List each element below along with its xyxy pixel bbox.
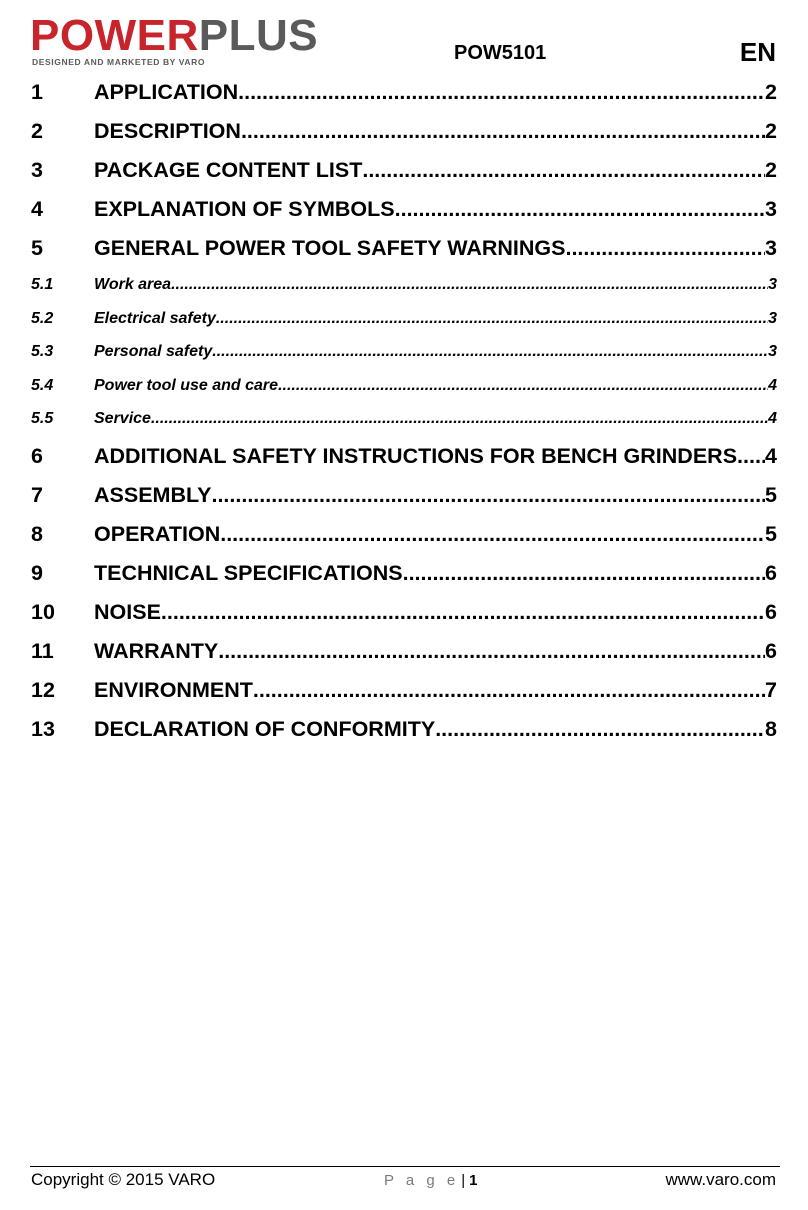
toc-subentry[interactable] xyxy=(31,377,777,395)
toc-entry-number: 5.4 xyxy=(31,377,54,394)
toc-entry-page: 3 xyxy=(765,236,777,260)
toc-dot-leader xyxy=(212,343,768,361)
toc-entry-page: 3 xyxy=(765,197,777,221)
toc-dot-leader xyxy=(241,119,765,144)
toc-entry-page: 5 xyxy=(765,522,777,546)
toc-entry[interactable] xyxy=(31,483,777,508)
toc-entry-page: 2 xyxy=(765,80,777,104)
toc-entry[interactable] xyxy=(31,158,777,183)
logo-power-text: POWER xyxy=(30,11,199,60)
toc-dot-leader xyxy=(216,310,768,328)
toc-entry-title: Service xyxy=(94,410,151,427)
toc-entry-number: 2 xyxy=(31,119,43,143)
toc-entry-number: 5 xyxy=(31,236,43,260)
powerplus-logo xyxy=(30,11,342,67)
toc-dot-leader xyxy=(395,197,765,222)
toc-dot-leader xyxy=(161,600,765,625)
toc-entry-number: 9 xyxy=(31,561,43,585)
model-number: POW5101 xyxy=(454,42,547,64)
toc-entry-title: PACKAGE CONTENT LIST xyxy=(94,158,363,182)
toc-subentry[interactable] xyxy=(31,310,777,328)
toc-entry[interactable] xyxy=(31,717,777,742)
toc-entry-page: 4 xyxy=(768,410,777,427)
toc-entry-page: 3 xyxy=(768,276,777,293)
toc-entry-number: 12 xyxy=(31,678,55,702)
toc-entry-number: 5.1 xyxy=(31,276,54,293)
toc-entry-page: 6 xyxy=(765,600,777,624)
toc-entry-number: 10 xyxy=(31,600,55,624)
toc-entry-number: 8 xyxy=(31,522,43,546)
toc-entry-number: 5.2 xyxy=(31,310,54,327)
page-header xyxy=(0,0,808,80)
toc-entry-number: 6 xyxy=(31,444,43,468)
toc-entry-number: 1 xyxy=(31,80,43,104)
toc-entry-title: DESCRIPTION xyxy=(94,119,241,143)
toc-dot-leader xyxy=(238,80,765,105)
toc-dot-leader xyxy=(220,522,765,547)
toc-entry-page: 8 xyxy=(765,717,777,741)
toc-entry-page: 4 xyxy=(768,377,777,394)
toc-entry-number: 13 xyxy=(31,717,55,741)
toc-dot-leader xyxy=(218,639,765,664)
page-label: P a g e xyxy=(384,1172,460,1189)
toc-entry-page: 2 xyxy=(765,119,777,143)
toc-entry-title: TECHNICAL SPECIFICATIONS xyxy=(94,561,403,585)
toc-entry-page: 2 xyxy=(765,158,777,182)
toc-entry-page: 6 xyxy=(765,639,777,663)
toc-entry-number: 5.3 xyxy=(31,343,54,360)
toc-entry[interactable] xyxy=(31,639,777,664)
toc-entry-title: OPERATION xyxy=(94,522,221,546)
toc-entry-title: Electrical safety xyxy=(94,310,216,327)
toc-dot-leader xyxy=(362,158,765,183)
toc-dot-leader xyxy=(737,444,765,469)
toc-entry-title: Personal safety xyxy=(94,343,213,360)
toc-entry[interactable] xyxy=(31,444,777,469)
toc-entry-page: 3 xyxy=(768,310,777,327)
toc-entry-page: 5 xyxy=(765,483,777,507)
page-number: 1 xyxy=(469,1172,478,1189)
toc-subentry[interactable] xyxy=(31,276,777,294)
toc-entry-title: ADDITIONAL SAFETY INSTRUCTIONS FOR BENCH GRINDERS xyxy=(94,444,738,468)
toc-dot-leader xyxy=(171,276,768,294)
toc-entry-number: 4 xyxy=(31,197,43,221)
toc-dot-leader xyxy=(403,561,765,586)
page-indicator xyxy=(384,1172,478,1189)
toc-subentry[interactable] xyxy=(31,343,777,361)
toc-entry-page: 7 xyxy=(765,678,777,702)
toc-entry[interactable] xyxy=(31,236,777,261)
footer-divider xyxy=(30,1166,780,1167)
toc-dot-leader xyxy=(278,377,768,395)
toc-entry[interactable] xyxy=(31,600,777,625)
toc-entry-title: WARRANTY xyxy=(94,639,219,663)
toc-dot-leader xyxy=(435,717,765,742)
toc-entry-title: EXPLANATION OF SYMBOLS xyxy=(94,197,395,221)
copyright-text: Copyright © 2015 VARO xyxy=(31,1170,216,1189)
toc-dot-leader xyxy=(151,410,768,428)
toc-subentry[interactable] xyxy=(31,410,777,428)
toc-entry-title: Power tool use and care xyxy=(94,377,279,394)
toc-entry-page: 4 xyxy=(765,444,777,468)
toc-entry[interactable] xyxy=(31,561,777,586)
language-code: EN xyxy=(739,37,776,67)
logo-plus-text: PLUS xyxy=(198,11,319,60)
toc-entry-title: NOISE xyxy=(94,600,161,624)
toc-dot-leader xyxy=(565,236,765,261)
toc-entry-title: Work area xyxy=(94,276,172,293)
toc-entry[interactable] xyxy=(31,119,777,144)
page-separator: | xyxy=(461,1172,466,1189)
toc-entry-title: GENERAL POWER TOOL SAFETY WARNINGS xyxy=(94,236,566,260)
toc-entry-number: 5.5 xyxy=(31,410,54,427)
toc-entry-title: ENVIRONMENT xyxy=(94,678,253,702)
logo-tagline: DESIGNED AND MARKETED BY VARO xyxy=(32,57,206,67)
toc-entry-number: 3 xyxy=(31,158,43,182)
logo-wordmark xyxy=(30,11,342,60)
toc-dot-leader xyxy=(211,483,765,508)
toc-entry-title: ASSEMBLY xyxy=(94,483,212,507)
toc-entry-number: 11 xyxy=(31,639,54,663)
toc-entry[interactable] xyxy=(31,678,777,703)
website-link[interactable]: www.varo.com xyxy=(665,1170,776,1189)
toc-entry-title: APPLICATION xyxy=(94,80,239,104)
toc-entry-page: 6 xyxy=(765,561,777,585)
toc-entry-number: 7 xyxy=(31,483,43,507)
toc-entry-title: DECLARATION OF CONFORMITY xyxy=(94,717,436,741)
toc-entry[interactable] xyxy=(31,522,777,547)
toc-dot-leader xyxy=(253,678,765,703)
toc-entry[interactable] xyxy=(31,80,777,105)
toc-entry[interactable] xyxy=(31,197,777,222)
toc-entry-page: 3 xyxy=(768,343,777,360)
